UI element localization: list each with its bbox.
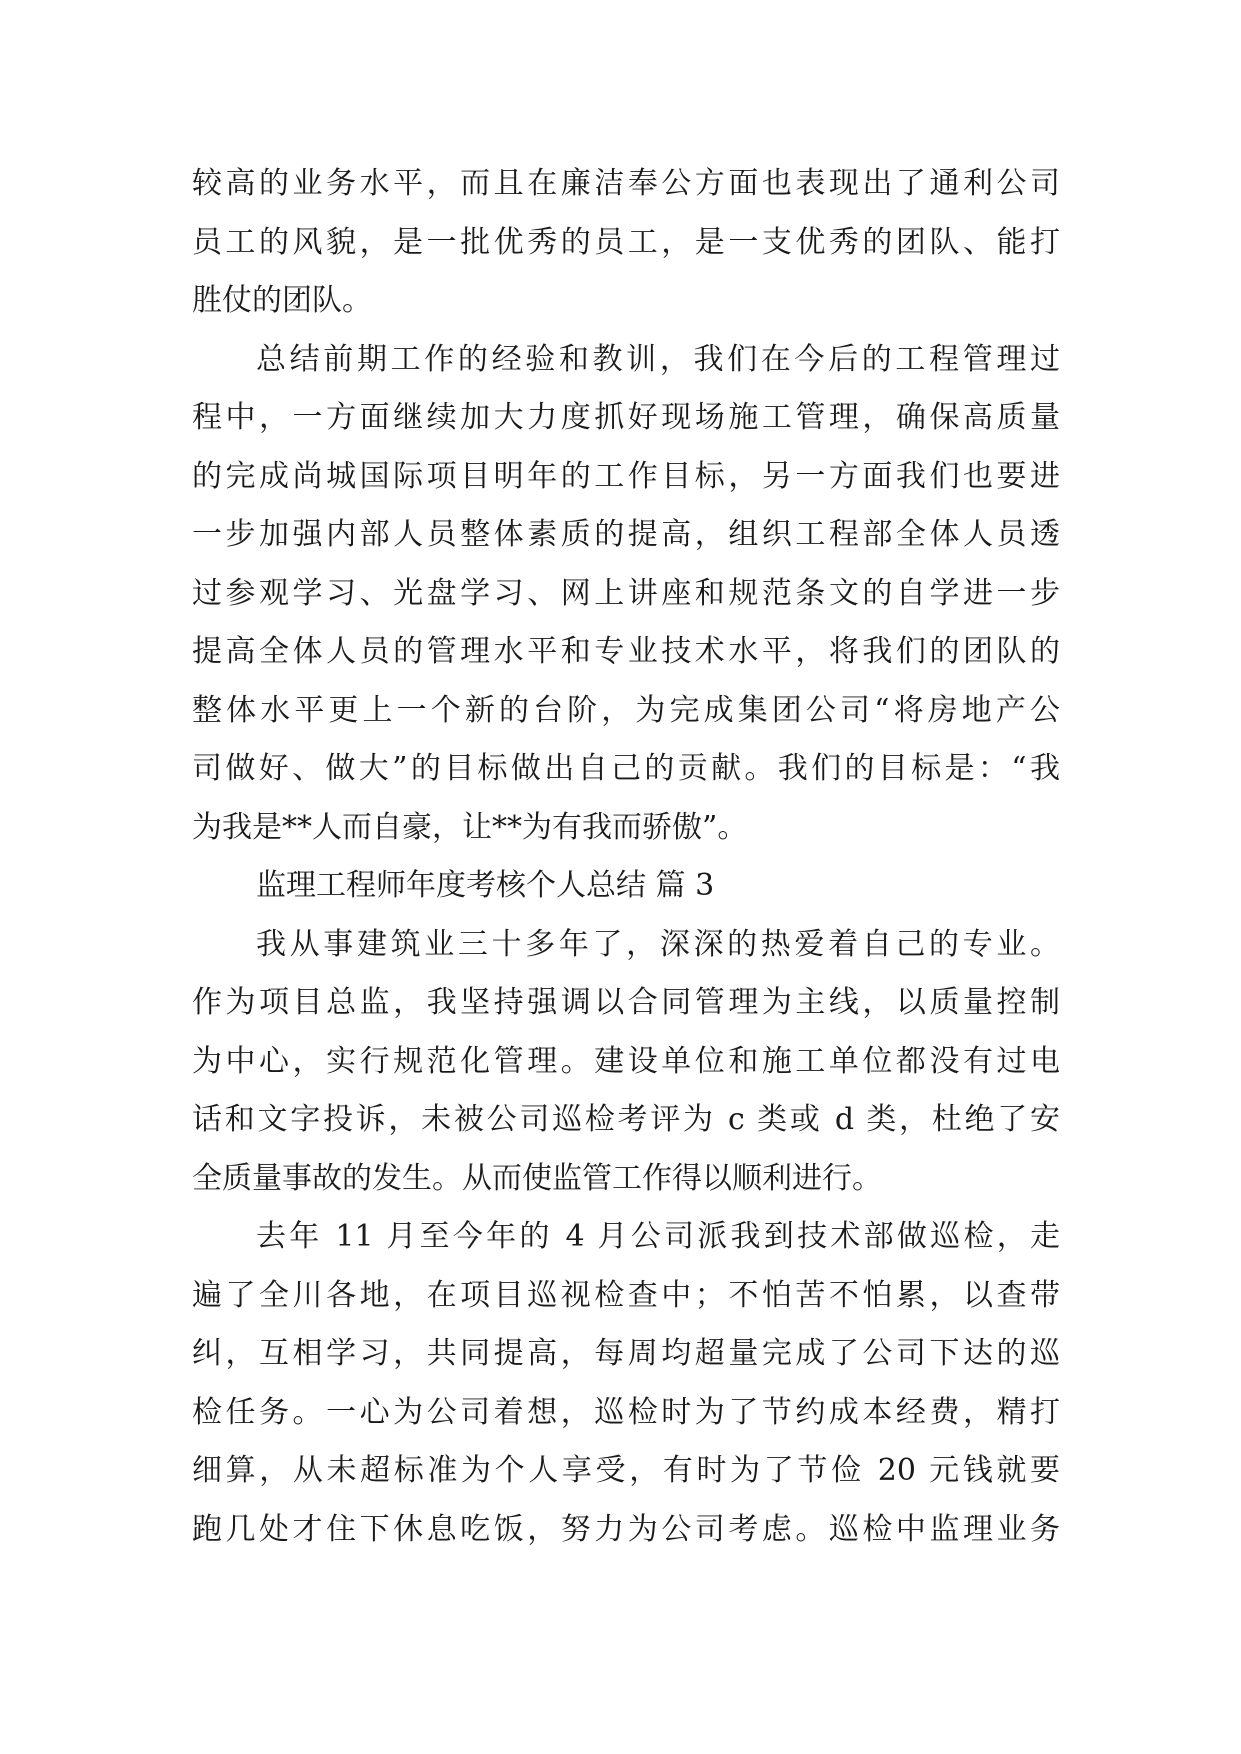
document-body <box>192 155 1060 1559</box>
section-heading: 监理工程师年度考核个人总结 篇 3 <box>256 868 715 903</box>
text-line: 的完成尚城国际项目明年的工作目标，另一方面我们也要进 <box>192 458 1060 494</box>
text-line: 遍了全川各地，在项目巡视检查中；不怕苦不怕累，以查带 <box>192 1277 1060 1313</box>
text-line: 我从事建筑业三十多年了，深深的热爱着自己的专业。 <box>256 926 1060 962</box>
text-line: 过参观学习、光盘学习、网上讲座和规范条文的自学进一步 <box>192 575 1060 611</box>
text-line: 程中，一方面继续加大力度抓好现场施工管理，确保高质量 <box>192 400 1060 435</box>
text-line: 话和文字投诉，未被公司巡检考评为 c 类或 d 类，杜绝了安 <box>192 1102 1060 1137</box>
text-line: 全质量事故的发生。从而使监管工作得以顺利进行。 <box>192 1160 882 1196</box>
text-line: 作为项目总监，我坚持强调以合同管理为主线，以质量控制 <box>192 985 1060 1020</box>
text-line: 较高的业务水平，而且在廉洁奉公方面也表现出了通利公司 <box>192 166 1060 201</box>
text-line: 提高全体人员的管理水平和专业技术水平，将我们的团队的 <box>192 634 1060 669</box>
text-line: 员工的风貌，是一批优秀的员工，是一支优秀的团队、能打 <box>192 224 1060 260</box>
text-line: 整体水平更上一个新的台阶，为完成集团公司“将房地产公 <box>192 692 1060 728</box>
text-line: 为我是**人而自豪，让**为有我而骄傲”。 <box>192 809 748 845</box>
text-line: 细算，从未超标准为个人享受，有时为了节俭 20 元钱就要 <box>192 1453 1060 1488</box>
text-line: 跑几处才住下休息吃饭，努力为公司考虑。巡检中监理业务 <box>192 1511 1060 1547</box>
text-line: 去年 11 月至今年的 4 月公司派我到技术部做巡检，走 <box>256 1219 1060 1254</box>
text-line: 一步加强内部人员整体素质的提高，组织工程部全体人员透 <box>192 517 1060 552</box>
text-line: 检任务。一心为公司着想，巡检时为了节约成本经费，精打 <box>192 1394 1060 1430</box>
text-line: 胜仗的团队。 <box>192 283 372 318</box>
text-line: 为中心，实行规范化管理。建设单位和施工单位都没有过电 <box>192 1043 1060 1079</box>
text-line: 纠，互相学习，共同提高，每周均超量完成了公司下达的巡 <box>192 1336 1060 1371</box>
text-line: 司做好、做大”的目标做出自己的贡献。我们的目标是：“我 <box>192 751 1060 786</box>
text-line: 总结前期工作的经验和教训，我们在今后的工程管理过 <box>256 341 1060 377</box>
